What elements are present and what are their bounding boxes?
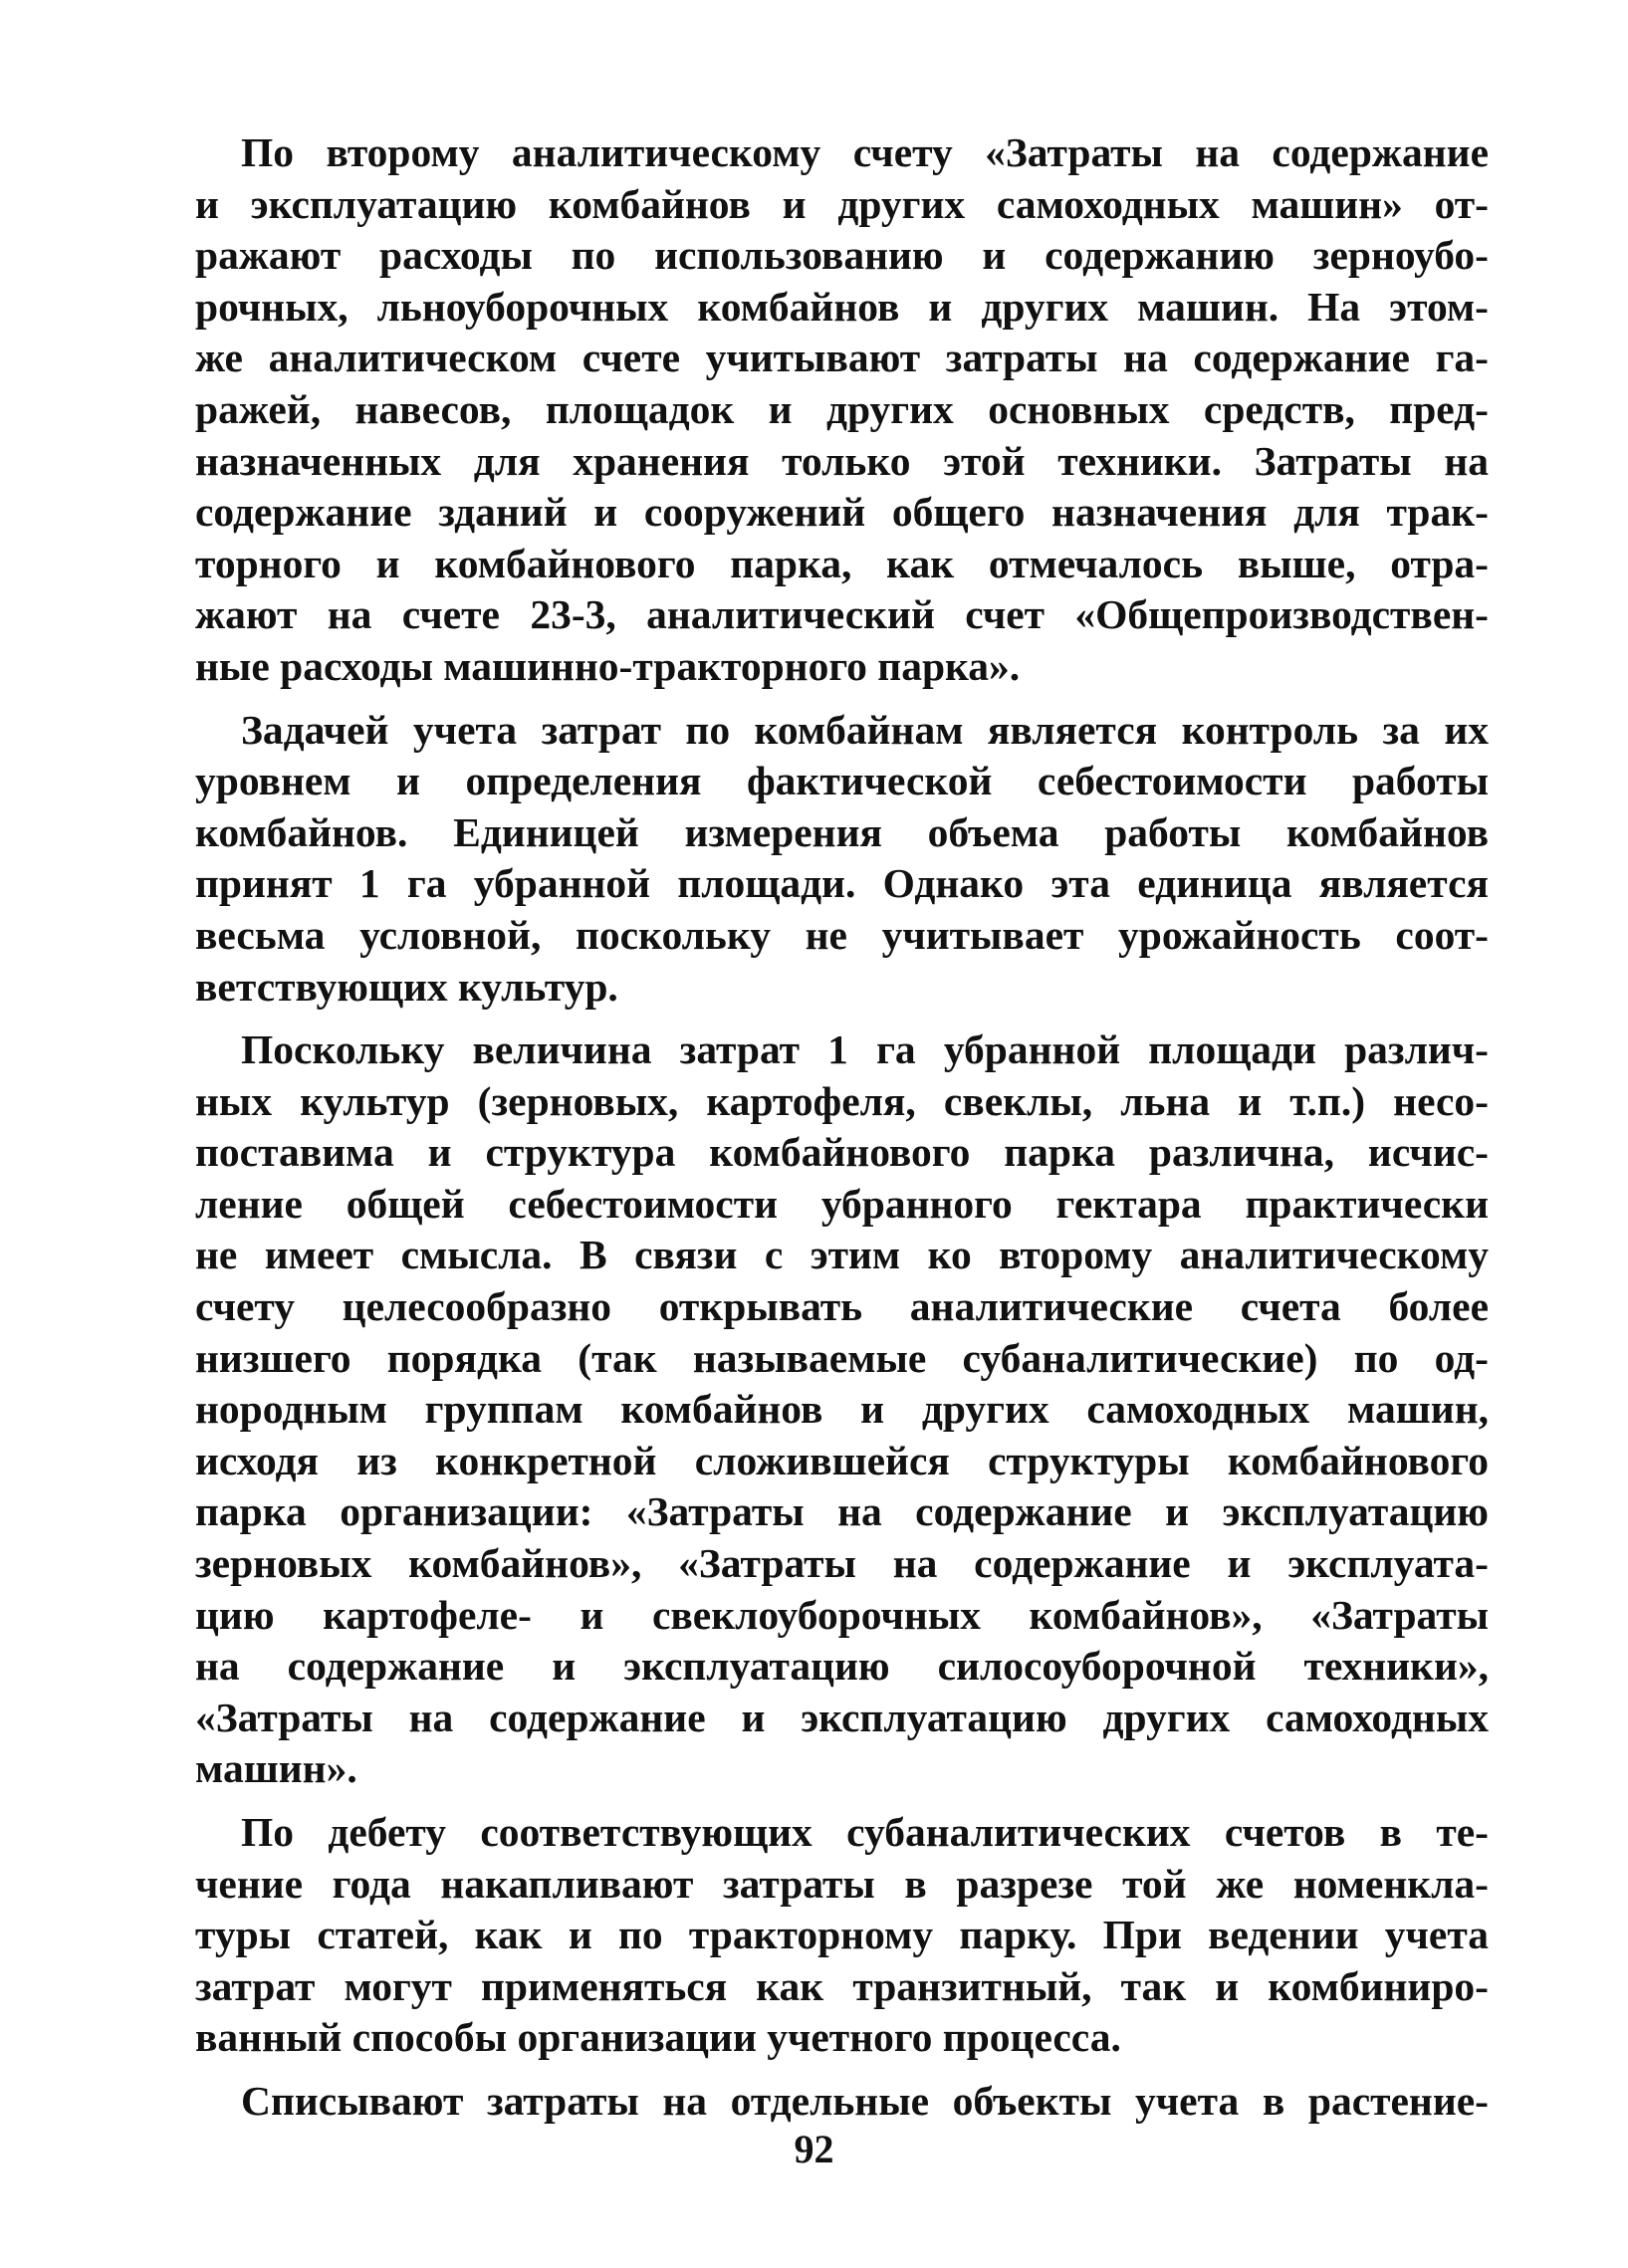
text-line: назначенных для хранения только этой техники. Затраты на [195,437,1489,484]
text-line: торного и комбайнового парка, как отмечалось выше, отра- [195,540,1489,586]
text-line: Поскольку величина затрат 1 га убранной площади различ- [241,1026,1489,1073]
text-line: ление общей себестоимости убранного гектара практически [195,1180,1489,1227]
text-line: зерновых комбайнов», «Затраты на содержание и эксплуата- [195,1540,1489,1587]
text-line: комбайнов. Единицей измерения объема работы комбайнов [195,808,1489,855]
text-line: «Затраты на содержание и эксплуатацию других самоходных [195,1694,1489,1740]
text-line: счету целесообразно открывать аналитические счета более [195,1283,1489,1330]
text-line: уровнем и определения фактической себестоимости работы [195,758,1489,804]
paragraph [149,1024,1489,1795]
paragraph [149,127,1489,693]
text-line: ражают расходы по использованию и содержанию зерноубо- [195,232,1489,279]
text-line: поставима и структура комбайнового парка различна, исчис- [195,1129,1489,1176]
text-line: нородным группам комбайнов и других самоходных машин, [195,1386,1489,1433]
text-line: Задачей учета затрат по комбайнам является контроль за их [241,706,1489,753]
text-line: ные расходы машинно-тракторного парка». [195,642,1021,689]
text-line: По дебету соответствующих субаналитических счетов в те- [241,1809,1489,1855]
text-line: на содержание и эксплуатацию силосоуборочной техники», [195,1643,1489,1690]
text-line: затрат могут применяться как транзитный, так и комбиниро- [195,1962,1489,2009]
text-line: ванный способы организации учетного процесса. [195,2014,1121,2061]
text-line: рочных, льноуборочных комбайнов и других машин. На этом- [195,283,1489,330]
text-line: не имеет смысла. В связи с этим ко второму аналитическому [195,1232,1489,1278]
text-line: ветствующих культур. [195,963,618,1010]
text-line: цию картофеле- и свеклоуборочных комбайнов», «Затраты [195,1591,1489,1638]
paragraph [149,1807,1489,2064]
text-line: принят 1 га убранной площади. Однако эта единица является [195,860,1489,907]
text-line: ных культур (зерновых, картофеля, свеклы, льна и т.п.) несо- [195,1077,1489,1124]
text-line: машин». [195,1745,357,1792]
text-line: Списывают затраты на отдельные объекты учета в растение- [241,2077,1489,2124]
page-body [149,127,1489,2140]
text-line: и эксплуатацию комбайнов и других самоходных машин» от- [195,180,1489,227]
paragraph [149,705,1489,1014]
text-line: ражей, навесов, площадок и других основных средств, пред- [195,385,1489,432]
page-number: 92 [794,2127,834,2171]
text-line: чение года накапливают затраты в разрезе той же номенкла- [195,1860,1489,1907]
text-line: содержание зданий и сооружений общего назначения для трак- [195,489,1489,536]
text-line: жают на счете 23-3, аналитический счет «Общепроизводствен- [195,591,1489,638]
text-line: парка организации: «Затраты на содержание и эксплуатацию [195,1488,1489,1535]
text-line: туры статей, как и по тракторному парку. При ведении учета [195,1912,1489,1958]
text-line: весьма условной, поскольку не учитывает урожайность соот- [195,911,1489,958]
text-line: низшего порядка (так называемые субаналитические) по од- [195,1334,1489,1381]
paragraph [149,2076,1489,2128]
text-line: По второму аналитическому счету «Затраты на содержание [241,129,1489,175]
text-line: же аналитическом счете учитывают затраты на содержание га- [195,335,1489,381]
text-line: исходя из конкретной сложившейся структуры комбайнового [195,1437,1489,1483]
